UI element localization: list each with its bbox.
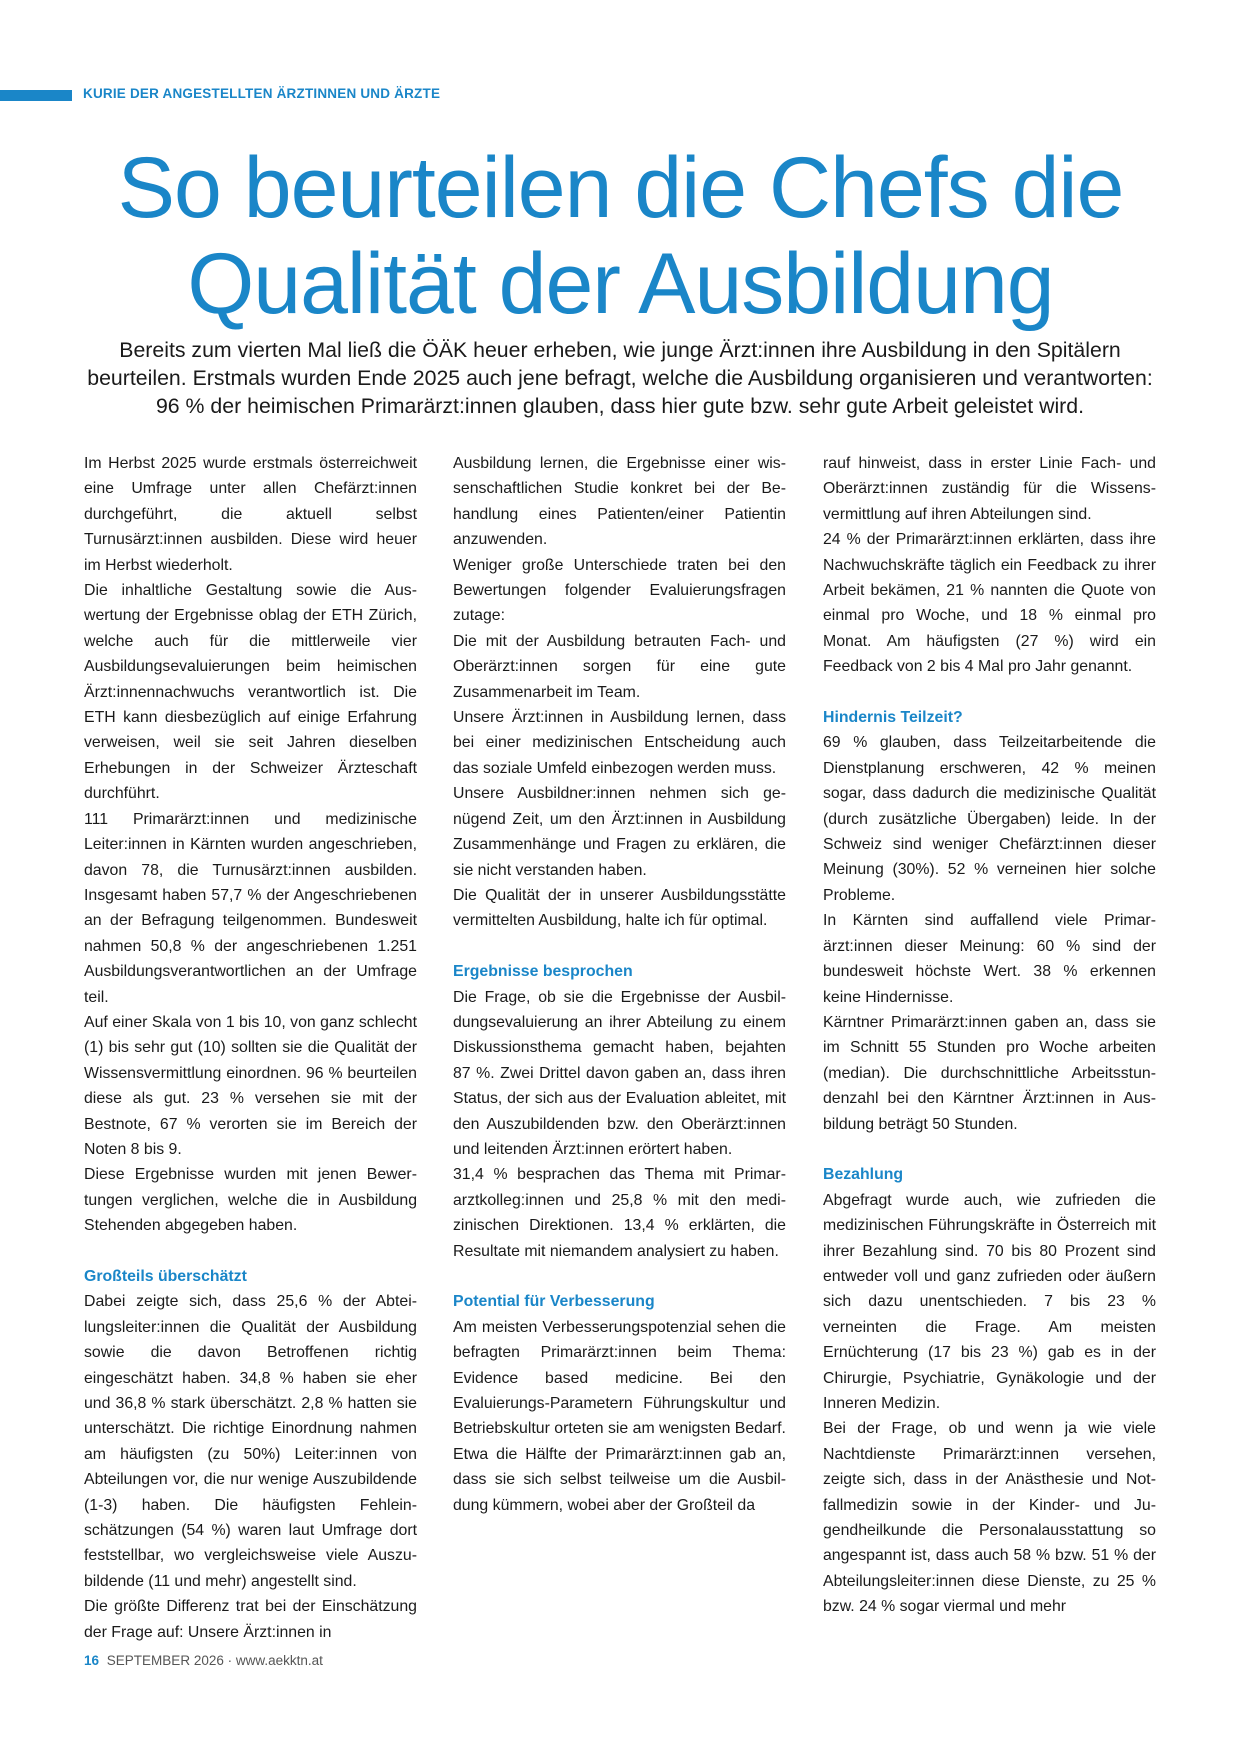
subheading: Großteils überschätzt: [84, 1267, 247, 1285]
text-column-2: [453, 451, 786, 1518]
paragraph: Am meisten Verbesserungspotenzial sehen die befragten Primarärzt:innen beim Thema: Evidence based medicine. Bei den Evaluierungs-Parametern Führungskultur und Betriebskultur orteten sie am wenigsten Bedarf.: [453, 1318, 786, 1438]
paragraph: Im Herbst 2025 wurde erstmals österreichweit eine Umfrage unter allen Chefärzt:innen durchgeführt, die aktuell selbst Turnusärzt:innen ausbilden. Diese wird heuer im Herbst wiederholt.: [84, 455, 417, 574]
paragraph: Kärntner Primarärzt:innen gaben an, dass sie im Schnitt 55 Stunden pro Woche arbeiten (median). Die durchschnittliche Arbeitsstundenzahl bei den Kärntner Ärzt:innen in Ausbildung beträgt 50 Stunden.: [823, 1013, 1156, 1133]
subheading: Bezahlung: [823, 1166, 904, 1184]
paragraph: Auf einer Skala von 1 bis 10, von ganz schlecht (1) bis sehr gut (10) sollten sie die Qualität der Wissensvermittlung einordnen. 96 % beurteilen diese als gut. 23 % versehen sie mit der Bestnote, 67 % verorten sie im Bereich der Noten 8 bis 9.: [84, 1013, 417, 1158]
kicker-accent-bar: [0, 90, 72, 101]
paragraph: Bei der Frage, ob und wenn ja wie viele Nachtdienste Primarärzt:innen versehen, zeigte sich, dass in der Anästhesie und Notfallmedizin sowie in der Kinder- und Jugendheilkunde die Personalausstattung so angespannt ist, dass auch 58 % bzw. 51 % der Abteilungsleiter:innen diese Dienste, zu 25 % bzw. 24 % sogar viermal und mehr: [823, 1420, 1156, 1616]
paragraph: Die Frage, ob sie die Ergebnisse der Ausbildungsevaluierung an ihrer Abteilung zu einem Diskussionsthema gemacht haben, bejahten 87 %. Zwei Drittel davon gaben an, dass ihren Status, der sich aus der Evaluation ableitet, mit den Auszubildenden bzw. den Oberärzt:innen und leitenden Ärzt:innen erörtert haben.: [453, 988, 786, 1158]
article-title-line-1: So beurteilen die Chefs die: [117, 140, 1124, 236]
subheading: Potential für Verbesserung: [453, 1293, 655, 1311]
paragraph: Unsere Ärzt:innen in Ausbildung lernen, dass bei einer medizinischen Entscheidung auch das soziale Umfeld einbezogen werden muss.: [453, 709, 786, 777]
paragraph: Die größte Differenz trat bei der Einschätzung der Frage auf: Unsere Ärzt:innen in: [84, 1598, 417, 1641]
paragraph: 69 % glauben, dass Teilzeitarbeitende die Dienstplanung erschweren, 42 % meinen sogar, dass dadurch die medizinische Qualität (durch zusätzliche Übergaben) leide. In der Schweiz sind weniger Chefärzt:innen dieser Meinung (30%). 52 % verneinen hier solche Probleme.: [823, 734, 1156, 904]
paragraph: Die mit der Ausbildung betrauten Fach- und Oberärzt:innen sorgen für eine gute Zusammenarbeit im Team.: [453, 632, 786, 701]
paragraph: Unsere Ausbildner:innen nehmen sich genügend Zeit, um den Ärzt:innen in Ausbildung Zusammenhänge und Fragen zu erklären, die sie nicht verstanden haben.: [453, 785, 786, 879]
text-column-1: [84, 451, 417, 1645]
article-title-line-2: Qualität der Ausbildung: [187, 236, 1054, 332]
paragraph: Diese Ergebnisse wurden mit jenen Bewertungen verglichen, welche die in Ausbildung Stehenden abgegeben haben.: [84, 1166, 417, 1235]
page-footer: [84, 1653, 323, 1668]
paragraph: In Kärnten sind auffallend viele Primarärzt:innen dieser Meinung: 60 % sind der bundesweit höchste Wert. 38 % erkennen keine Hindernisse.: [823, 912, 1156, 1006]
paragraph: Weniger große Unterschiede traten bei den Bewertungen folgender Evaluierungsfragen zutage:: [453, 556, 786, 625]
paragraph: 31,4 % besprachen das Thema mit Primararztkolleg:innen und 25,8 % mit den medizinischen Direktionen. 13,4 % erklärten, die Resultate mit niemandem analysiert zu haben.: [453, 1166, 786, 1260]
text-column-3: [823, 451, 1156, 1620]
paragraph: Ausbildung lernen, die Ergebnisse einer wissenschaftlichen Studie konkret bei der Behandlung eines Patienten/einer Patientin anzuwenden.: [453, 455, 786, 549]
paragraph: Die inhaltliche Gestaltung sowie die Auswertung der Ergebnisse oblag der ETH Zürich, welche auch für die mittlerweile vier Ausbildungsevaluierungen beim heimischen Ärzt:innennachwuchs verantwortlich ist. Die ETH kann diesbezüglich auf einige Erfahrung verweisen, weil sie seit Jahren dieselben Erhebungen in der Schweizer Ärzteschaft durchführt.: [84, 582, 417, 803]
paragraph: Etwa die Hälfte der Primarärzt:innen gab an, dass sie sich selbst teilweise um die Ausbildung kümmern, wobei aber der Großteil da: [453, 1445, 786, 1514]
subheading: Hindernis Teilzeit?: [823, 709, 963, 727]
page-number: 16: [84, 1653, 100, 1668]
paragraph: rauf hinweist, dass in erster Linie Fach- und Oberärzt:innen zuständig für die Wissensvermittlung auf ihren Abteilungen sind.: [823, 455, 1156, 523]
paragraph: 24 % der Primarärzt:innen erklärten, dass ihre Nachwuchskräfte täglich ein Feedback zu ihrer Arbeit bekämen, 21 % nannten die Quote von einmal pro Woche, und 18 % einmal pro Monat. Am häufigsten (27 %) wird ein Feedback von 2 bis 4 Mal pro Jahr genannt.: [823, 531, 1156, 676]
section-kicker: KURIE DER ANGESTELLTEN ÄRZTINNEN UND ÄRZTE: [83, 86, 441, 101]
article-lead: Bereits zum vierten Mal ließ die ÖÄK heuer erheben, wie junge Ärzt:innen ihre Ausbildung in den Spitälern beurteilen. Erstmals wurden Ende 2025 auch jene befragt, welche die Ausbildung organisieren und verantworten: 96 % der heimischen Primarärzt:innen glauben, dass hier gute bzw. sehr gute Arbeit geleistet wird.: [87, 338, 1153, 418]
footer-issue-site: SEPTEMBER 2026 · www.aekktn.at: [106, 1653, 323, 1668]
paragraph: Abgefragt wurde auch, wie zufrieden die medizinischen Führungskräfte in Österreich mit ihrer Bezahlung sind. 70 bis 80 Prozent sind entweder voll und ganz zufrieden oder äußern sich dazu unentschieden. 7 bis 23 % verneinten die Frage. Am meisten Ernüchterung (17 bis 23 %) gab es in der Chirurgie, Psychiatrie, Gynäkologie und der Inneren Medizin.: [823, 1191, 1156, 1412]
paragraph: Dabei zeigte sich, dass 25,6 % der Abteilungsleiter:innen die Qualität der Ausbildung sowie die davon Betroffenen richtig eingeschätzt haben. 34,8 % haben sie eher und 36,8 % stark überschätzt. 2,8 % hatten sie unterschätzt. Die richtige Einordnung nahmen am häufigsten (zu 50%) Leiter:innen von Abteilungen vor, die nur wenige Auszubildende (1-3) haben. Die häufigsten Fehleinschätzungen (54 %) waren laut Umfrage dort feststellbar, wo vergleichsweise viele Auszubildende (11 und mehr) angestellt sind.: [84, 1293, 417, 1590]
paragraph: 111 Primarärzt:innen und medizinische Leiter:innen in Kärnten wurden angeschrieben, davon 78, die Turnusärzt:innen ausbilden. Insgesamt haben 57,7 % der Angeschriebenen an der Befragung teilgenommen. Bundesweit nahmen 50,8 % der angeschriebenen 1.251 Ausbildungsverantwortlichen an der Umfrage teil.: [84, 810, 417, 1006]
paragraph: Die Qualität der in unserer Ausbildungsstätte vermittelten Ausbildung, halte ich für optimal.: [453, 886, 786, 930]
article-title: [0, 140, 1241, 332]
subheading: Ergebnisse besprochen: [453, 963, 633, 981]
